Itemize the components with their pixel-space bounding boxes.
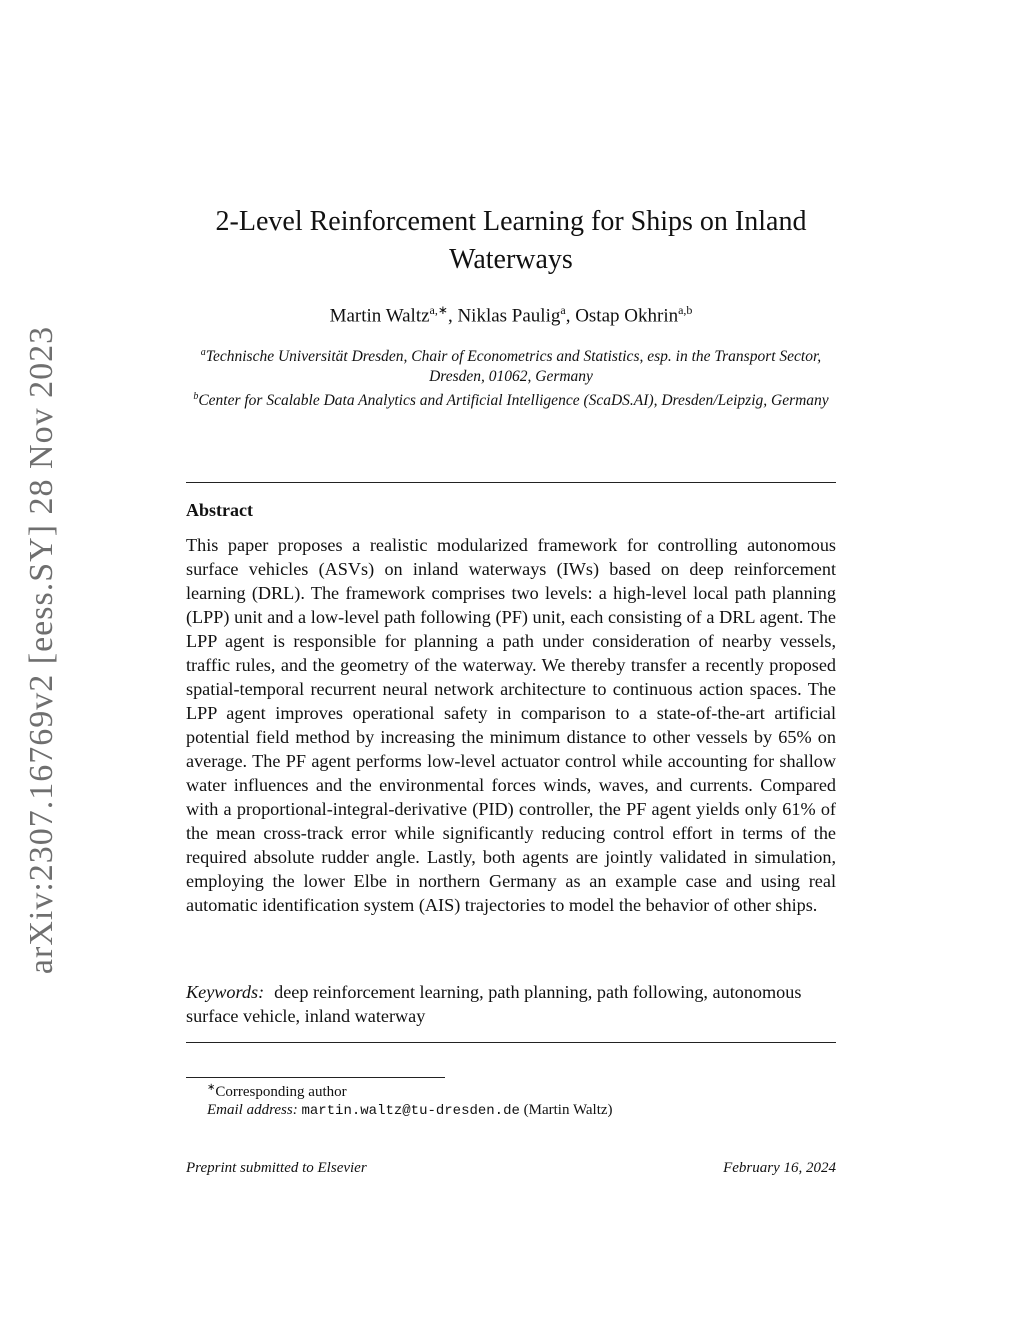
author-name: Martin Waltz [329, 305, 430, 327]
affiliation-text: Technische Universität Dresden, Chair of Econometrics and Statistics, esp. in the Transport Sector, Dresden, 01062, Germany [205, 348, 822, 386]
corresponding-footnote [207, 1082, 347, 1101]
affiliation [186, 387, 836, 411]
author-name: Ostap Okhrin [575, 305, 679, 327]
email-owner: (Martin Waltz) [523, 1102, 613, 1118]
email-footnote [207, 1102, 613, 1119]
affiliation-text: Center for Scalable Data Analytics and Artificial Intelligence (ScaDS.AI), Dresden/Leipzig, Germany [198, 392, 829, 410]
email-label: Email address: [207, 1102, 298, 1118]
keywords-text: deep reinforcement learning, path planning, path following, autonomous surface vehicle, inland waterway [186, 982, 802, 1026]
affiliation-mark: b [193, 391, 199, 403]
email-link[interactable]: martin.waltz@tu-dresden.de [301, 1103, 520, 1119]
abstract-text: This paper proposes a realistic modularized framework for controlling autonomous surface vehicles (ASVs) on inland waterways (IWs) based on deep reinforcement learning (DRL). The framework comprises two levels: a high-level local path planning (LPP) unit and a low-level path following (PF) unit, each consisting of a DRL agent. The LPP agent is responsible for planning a path under consideration of nearby vessels, traffic rules, and the geometry of the waterway. We thereby transfer a recently proposed spatial-temporal recurrent neural network architecture to continuous action spaces. The LPP agent improves operational safety in comparison to a state-of-the-art artificial potential field method by increasing the minimum distance to other vessels by 65% on average. The PF agent performs low-level actuator control while accounting for shallow water influences and the environmental forces winds, waves, and currents. Compared with a proportional-integral-derivative (PID) controller, the PF agent yields only 61% of the mean cross-track error while significantly reducing control effort in terms of the required absolute rudder angle. Lastly, both agents are jointly validated in simulation, employing the lower Elbe in northern Germany as an example case and using real automatic identification system (AIS) trajectories to model the behavior of other ships. [186, 535, 836, 915]
footer-left: Preprint submitted to Elsevier [186, 1160, 367, 1176]
arxiv-identifier: arXiv:2307.16769v2 [eess.SY] 28 Nov 2023 [23, 325, 60, 975]
author-affil-mark: a,b [678, 303, 693, 317]
footnote-mark: ∗ [207, 1082, 216, 1093]
footer-date: February 16, 2024 [723, 1160, 836, 1176]
affiliation [186, 343, 836, 387]
affiliation-mark: a [200, 347, 206, 358]
keywords [186, 980, 836, 1028]
affiliation-list [186, 343, 836, 411]
abstract-bottom-rule [186, 1042, 836, 1043]
author-affil-mark: a [560, 303, 566, 317]
author-list: Martin Waltz$^{a,∗}$, Niklas Paulig$^a$, Ostap Okhrin$^{a,b}$ [329, 303, 693, 327]
abstract-top-rule [186, 482, 836, 483]
paper-title: 2-Level Reinforcement Learning for Ships on Inland Waterways [215, 206, 807, 275]
footnote-text: Corresponding author [215, 1084, 347, 1100]
keywords-label: Keywords: [186, 982, 265, 1002]
author-affil-mark: a,∗ [429, 303, 448, 317]
author-name: Niklas Paulig [457, 305, 561, 327]
footnote-rule [186, 1077, 445, 1078]
abstract-heading: Abstract [186, 500, 253, 520]
